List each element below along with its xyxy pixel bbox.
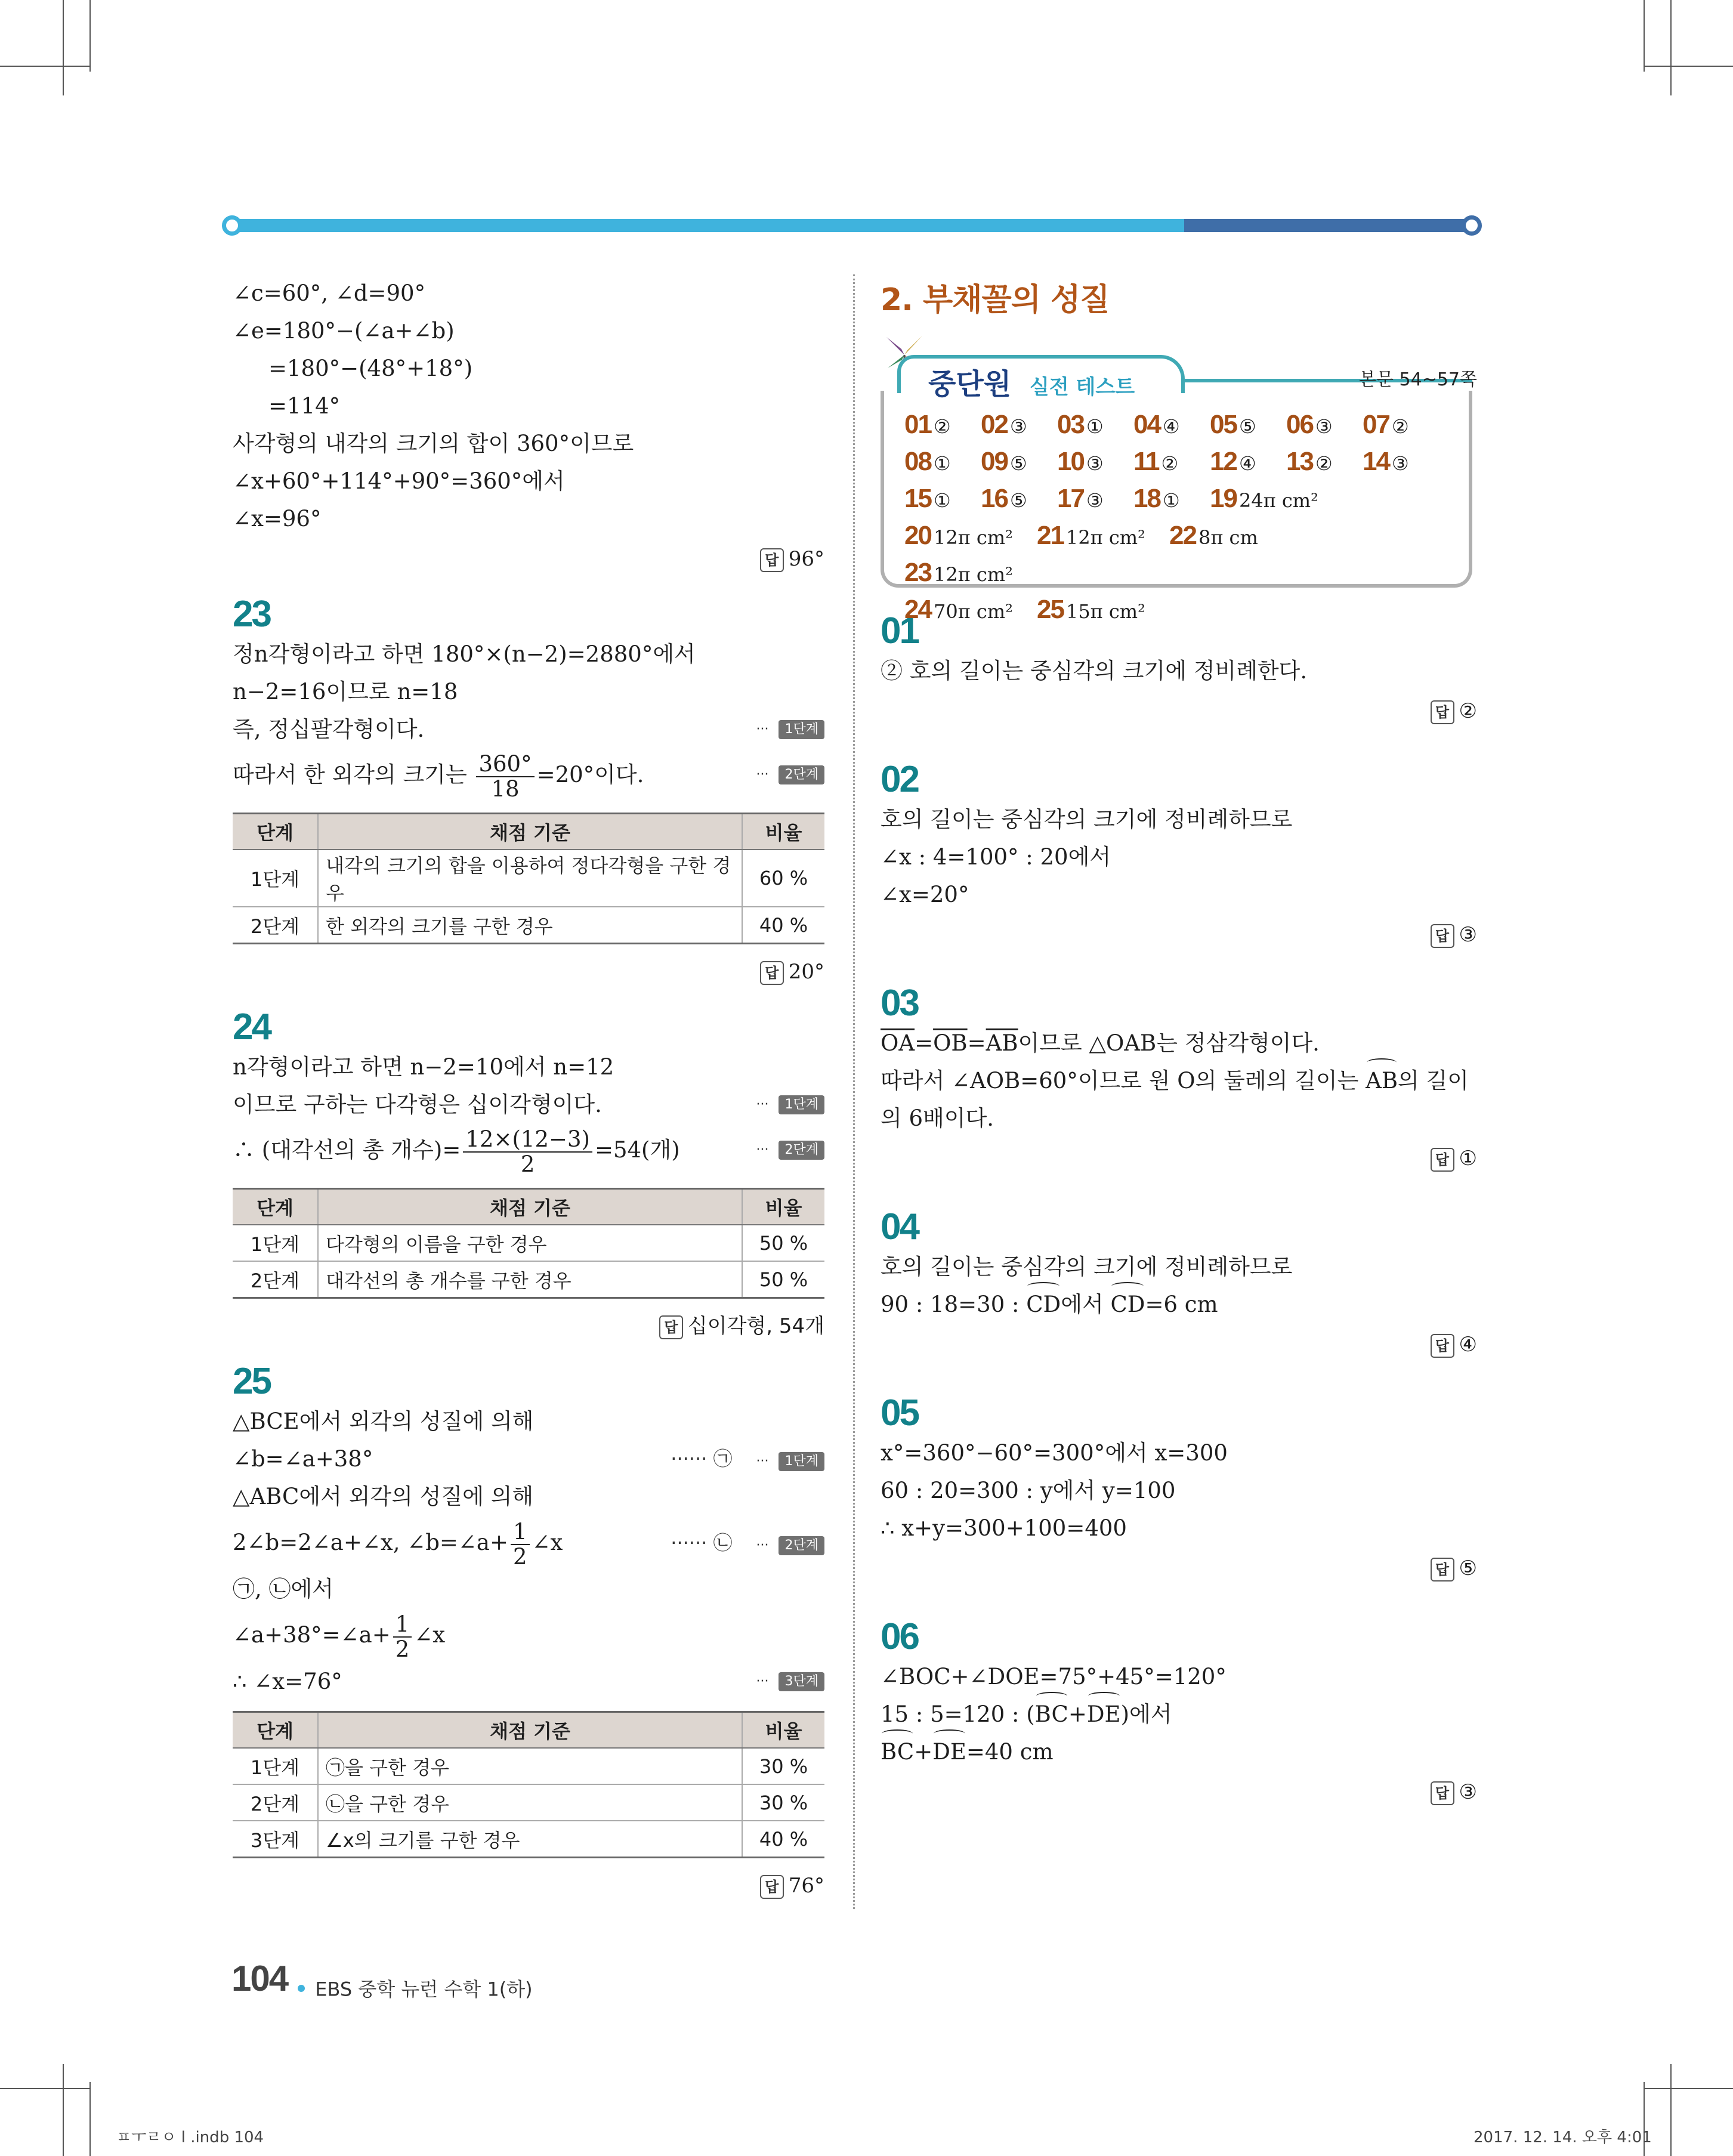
column-divider [853,274,855,1909]
book-title: EBS 중학 뉴런 수학 1(하) [315,1978,533,2001]
text-line: ∠b=∠a+38° ······ ㉠ ··· 1단계 [233,1440,824,1478]
answer-line [233,541,824,577]
answer-mark: 답 [1431,1148,1454,1172]
text-line: ∠BOC+∠DOE=75°+45°=120° [881,1664,1227,1689]
grading-table: 단계 채점 기준 비율 1단계 내각의 크기의 합을 이용하여 정다각형을 구한 경우 60 % 2단계 한 외각의 크기를 구한 경우 40 % [233,813,824,944]
problem-number: 01 [881,610,918,651]
box-title: 중단원 [928,367,1012,401]
text-line: ∠e=180°−(∠a+∠b) [233,318,455,344]
answer-row [904,517,1453,591]
answer-value: ② [1459,699,1477,723]
text-line: n−2=16이므로 n=18 [233,679,458,705]
section-title: 2. 부채꼴의 성질 [881,282,1110,318]
answer-value: ⑤ [1459,1556,1477,1580]
answer-mark: 답 [659,1315,683,1339]
step-marker: ··· 1단계 [756,711,825,748]
text-line: 호의 길이는 중심각의 크기에 정비례하므로 [881,1254,1293,1280]
answer-item: 24 70π cm² [904,595,1013,624]
step-marker: ······ ㉠ ··· 1단계 [671,1440,824,1480]
answer-line [881,917,1477,953]
answer-mark: 답 [1431,700,1454,724]
text-line: 15 : 5=120 : (BC+DE)에서 [881,1695,1477,1733]
text-line: 따라서 ∠AOB=60°이므로 원 O의 둘레의 길이는 AB의 길이 [881,1062,1477,1099]
answer-mark: 답 [760,961,784,985]
text-line: n각형이라고 하면 n−2=10에서 n=12 [233,1054,614,1080]
answer-item: 19 24π cm² [1210,484,1318,513]
answer-mark: 답 [1431,1334,1454,1358]
problem-24 [233,1006,824,1344]
answer-value: 십이각형, 54개 [687,1314,824,1338]
print-date: 2017. 12. 14. 오후 4:01 [1473,2129,1652,2146]
text-line: $\overline{OA}=\overline{OB}=\overline{AB}$이므로 △OAB는 정삼각형이다. [881,1030,1320,1056]
answer-row [904,406,1453,443]
text-line: ∴ ∠x=76° ··· 3단계 [233,1663,824,1700]
table-row: 3단계 ∠x의 크기를 구한 경우 40 % [233,1821,824,1858]
problem-number: 25 [233,1361,270,1402]
answer-item: 22 8π cm [1169,521,1258,550]
solution-06 [881,1616,1477,1810]
step-marker: ··· 2단계 [756,1123,825,1177]
bar-right-dot [1462,215,1482,236]
text-line: 사각형의 내각의 크기의 합이 360°이므로 [233,431,634,456]
fraction: $\frac{1}{2}$ [511,1520,530,1569]
answer-mark: 답 [760,1875,784,1899]
problem-number: 05 [881,1392,918,1434]
answer-value: 76° [788,1874,824,1898]
answer-item: 16 ⑤ [981,484,1027,513]
fraction: $\frac{12\times(12-3)}{2}$ [463,1128,592,1176]
text-line: ∠x=20° [881,882,969,907]
answer-item: 06 ③ [1286,410,1333,439]
answer-line [233,1868,824,1904]
answer-item: 15 ① [904,484,951,513]
fraction: $\frac{360^\circ}{18}$ [476,752,534,801]
answer-mark: 답 [1431,924,1454,948]
page-reference: 본문 54~57쪽 [1359,369,1477,390]
text-line: 호의 길이는 중심각의 크기에 정비례하므로 [881,807,1293,832]
answer-value: ④ [1459,1333,1477,1357]
answer-item: 08 ① [904,447,951,476]
table-row: 2단계 한 외각의 크기를 구한 경우 40 % [233,907,824,944]
text-line: ∠a+38°=∠a+ $\frac{1}{2}$ ∠x [233,1611,446,1662]
fraction: $\frac{1}{2}$ [393,1613,412,1661]
step-marker: ··· 2단계 [756,748,825,802]
answer-item: 02 ③ [981,410,1027,439]
answer-mark: 답 [1431,1558,1454,1582]
answer-item: 13 ② [1286,447,1333,476]
text-line: 60 : 20=300 : y에서 y=100 [881,1478,1176,1503]
text-line: 의 6배이다. [881,1105,994,1131]
print-file: ㅍㅜㄹㅇ l .indb 104 [116,2129,264,2146]
answer-item: 20 12π cm² [904,521,1013,550]
text-line: x°=360°−60°=300°에서 x=300 [881,1440,1228,1466]
answer-value: 96° [788,547,824,571]
answer-item: 18 ① [1133,484,1180,513]
answer-item: 17 ③ [1057,484,1104,513]
answer-item: 23 12π cm² [904,558,1013,587]
answer-line [881,1774,1477,1810]
table-row: 1단계 ㉠을 구한 경우 30 % [233,1748,824,1784]
answer-grid [904,406,1453,628]
footer-bullet [298,1985,305,1992]
problem-number: 03 [881,983,918,1024]
problem-number: 02 [881,759,918,800]
text-line: =114° [268,393,341,419]
table-row: 2단계 ㉡을 구한 경우 30 % [233,1784,824,1821]
text-line: 이므로 구하는 다각형은 십이각형이다. ··· 1단계 [233,1086,824,1123]
table-row: 1단계 내각의 크기의 합을 이용하여 정다각형을 구한 경우 60 % [233,850,824,907]
answer-item: 01 ② [904,410,951,439]
problem-25 [233,1361,824,1904]
answer-row [904,443,1453,480]
solution-05 [881,1392,1477,1586]
problem-number: 06 [881,1616,918,1657]
answer-item: 05 ⑤ [1210,410,1256,439]
answer-item: 21 12π cm² [1037,521,1145,550]
step-marker: ······ ㉡ ··· 2단계 [671,1515,824,1573]
text-line: 2∠b=2∠a+∠x, ∠b=∠a+ $\frac{1}{2}$ ∠x ······ ㉡ ··· 2단계 [233,1515,824,1570]
answer-value: 20° [788,960,824,984]
answer-item: 07 ② [1363,410,1409,439]
answer-line [881,1141,1477,1176]
table-row: 1단계 다각형의 이름을 구한 경우 50 % [233,1225,824,1261]
answer-line [881,693,1477,729]
step-marker: ··· 3단계 [756,1663,825,1700]
text-line: ∴ (대각선의 총 개수)= $\frac{12\times(12-3)}{2}$ =54(개) ··· 2단계 [233,1123,824,1177]
page-number: 104 [231,1959,288,1999]
text-line: ∴ x+y=300+100=400 [881,1515,1127,1541]
answer-value: ① [1459,1147,1477,1170]
step-marker: ··· 1단계 [756,1086,825,1123]
answer-row [904,480,1453,517]
answer-item: 14 ③ [1363,447,1409,476]
prev-solution [233,274,824,577]
text-line: ∠x=96° [233,506,322,532]
answer-item: 04 ④ [1133,410,1180,439]
text-line: ② 호의 길이는 중심각의 크기에 정비례한다. [881,658,1308,684]
text-line: △BCE에서 외각의 성질에 의해 [233,1408,534,1434]
text-line: ∠x+60°+114°+90°=360°에서 [233,468,565,494]
text-line: 정n각형이라고 하면 180°×(n−2)=2880°에서 [233,641,696,667]
text-line: BC+DE=40 cm [881,1733,1477,1771]
answer-mark: 답 [1431,1781,1454,1805]
answer-line [881,1550,1477,1586]
solution-03 [881,983,1477,1176]
text-line: ∠x : 4=100° : 20에서 [881,844,1111,870]
right-column [881,274,1477,1810]
answer-item: 12 ④ [1210,447,1256,476]
answer-item: 03 ① [1057,410,1104,439]
answer-line [881,1327,1477,1363]
answer-line [233,954,824,990]
page-footer [231,1958,533,2002]
text-line: ㉠, ㉡에서 [233,1576,334,1602]
text-line: △ABC에서 외각의 성질에 의해 [233,1484,534,1509]
answer-value: ③ [1459,923,1477,947]
left-column [233,274,824,1904]
answer-item: 09 ⑤ [981,447,1027,476]
answer-row [904,591,1453,628]
header-bar [230,219,1476,232]
answer-line [233,1308,824,1344]
text-line: 즉, 정십팔각형이다. ··· 1단계 [233,711,824,748]
problem-23 [233,594,824,990]
answer-item: 10 ③ [1057,447,1104,476]
problem-number: 04 [881,1206,918,1247]
answer-mark: 답 [760,548,784,572]
grading-table: 단계 채점 기준 비율 1단계 ㉠을 구한 경우 30 % 2단계 ㉡을 구한 경우 30 % 3단계 ∠x의 크기를 구한 경우 40 % [233,1711,824,1858]
solution-04 [881,1206,1477,1363]
text-line: =180°−(48°+18°) [268,356,473,381]
box-subtitle: 실전 테스트 [1030,375,1135,399]
table-row: 2단계 대각선의 총 개수를 구한 경우 50 % [233,1261,824,1298]
problem-number: 23 [233,594,270,635]
text-line: 90 : 18=30 : CD에서 CD=6 cm [881,1286,1477,1323]
bar-left-dot [222,215,242,236]
text-line: ∠c=60°, ∠d=90° [233,280,426,306]
grading-table: 단계 채점 기준 비율 1단계 다각형의 이름을 구한 경우 50 % 2단계 대각선의 총 개수를 구한 경우 50 % [233,1188,824,1299]
text-line: 따라서 한 외각의 크기는 $\frac{360^\circ}{18}$ =20°이다. ··· 2단계 [233,748,824,802]
answer-item: 11 ② [1133,447,1179,476]
answer-box [881,331,1477,624]
problem-number: 24 [233,1006,270,1048]
answer-item: 25 15π cm² [1037,595,1145,624]
answer-value: ③ [1459,1780,1477,1804]
solution-02 [881,759,1477,953]
